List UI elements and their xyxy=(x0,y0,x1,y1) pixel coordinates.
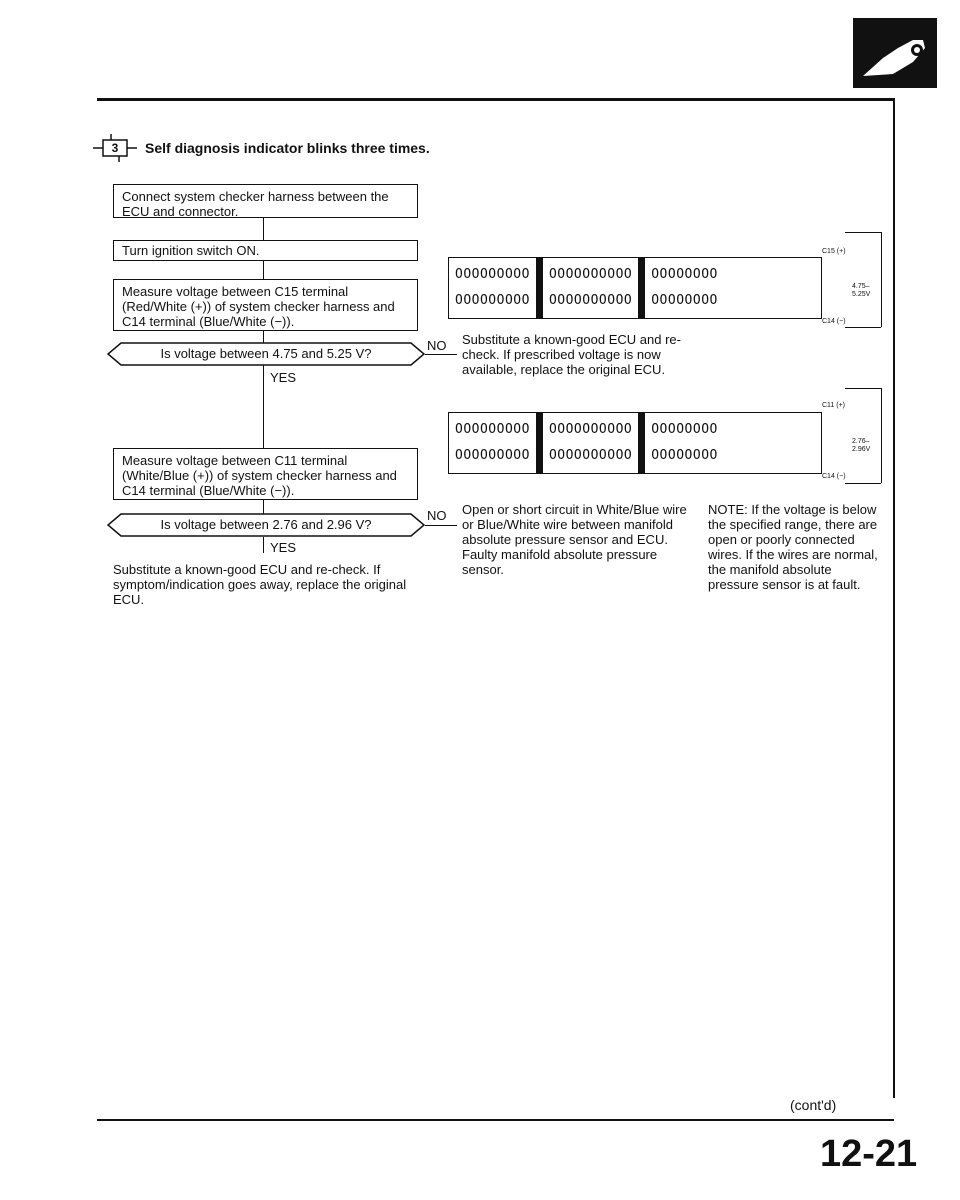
connector-1-row: OOOOOOOOO xyxy=(455,293,530,308)
probe-line xyxy=(881,232,882,327)
connector-1-row: OOOOOOOOO xyxy=(455,267,530,282)
result-substitute-ecu: Substitute a known-good ECU and re-check. If prescribed voltage is now available, replace the original ECU. xyxy=(462,332,681,377)
note: NOTE: If the voltage is below the specified range, there are open or poorly connected wires. If the wires are normal, the manifold absolute pressure sensor is at fault. xyxy=(708,502,878,592)
probe-line xyxy=(845,232,881,233)
bottom-rule xyxy=(97,1119,894,1121)
probe-line xyxy=(845,327,881,328)
connector-2-row: OOOOOOOOOO xyxy=(548,448,633,463)
decision-2-no-line xyxy=(425,525,457,526)
result-open-short: Open or short circuit in White/Blue wire or Blue/White wire between manifold absolute pressure sensor and ECU. Faulty manifold absolute pressure sensor. xyxy=(462,502,687,577)
decision-2-yes: YES xyxy=(270,540,297,555)
connector-1-row: OOOOOOOO xyxy=(651,267,718,282)
step-measure-c11: Measure voltage between C11 terminal (White/Blue (+)) of system checker harness and C14 terminal (Blue/White (−)). xyxy=(113,448,418,500)
decision-1-text: Is voltage between 4.75 and 5.25 V? xyxy=(160,346,372,361)
connector-1-row: OOOOOOOOOO xyxy=(548,267,633,282)
step-connect-harness: Connect system checker harness between the ECU and connector. xyxy=(113,184,418,218)
connector-2-row: OOOOOOOOO xyxy=(455,448,530,463)
decision-2-yes-line xyxy=(263,537,264,553)
probe-line xyxy=(881,388,882,483)
decision-1 xyxy=(107,342,425,366)
connector-1-bottom-label: C14 (−) xyxy=(822,318,846,325)
probe-line xyxy=(845,483,881,484)
decision-2-text: Is voltage between 2.76 and 2.96 V? xyxy=(160,517,372,532)
decision-1-no-line xyxy=(425,354,457,355)
page-title: Self diagnosis indicator blinks three times. xyxy=(145,140,430,156)
connector-2-bottom-label: C14 (−) xyxy=(822,473,846,480)
connector-2-row: OOOOOOOO xyxy=(651,448,718,463)
connector-1-row: OOOOOOOO xyxy=(651,293,718,308)
connector-2-row: OOOOOOOO xyxy=(651,422,718,437)
top-rule xyxy=(97,98,894,101)
logo xyxy=(853,18,937,88)
connector-2-row: OOOOOOOOOO xyxy=(548,422,633,437)
car-engine-icon xyxy=(853,18,937,88)
connector-1-row: OOOOOOOOOO xyxy=(548,293,633,308)
step-ignition-on: Turn ignition switch ON. xyxy=(113,240,418,261)
decision-2 xyxy=(107,513,425,537)
step-number: 3 xyxy=(111,141,119,155)
page-number: 12-21 xyxy=(820,1133,918,1175)
step-measure-c15: Measure voltage between C15 terminal (Red/White (+)) of system checker harness and C14 terminal (Blue/White (−)). xyxy=(113,279,418,331)
connector-2 xyxy=(448,412,822,474)
connector-2-voltage: 2.76–2.96V xyxy=(852,438,871,453)
contd-label: (cont'd) xyxy=(790,1097,837,1113)
probe-line xyxy=(845,388,881,389)
decision-2-no: NO xyxy=(427,508,447,523)
step-badge xyxy=(93,132,137,164)
result-replace-ecu: Substitute a known-good ECU and re-check. If symptom/indication goes away, replace the original ECU. xyxy=(113,562,407,607)
connector-1 xyxy=(448,257,822,319)
decision-1-no: NO xyxy=(427,338,447,353)
connector-1-voltage: 4.75–5.25V xyxy=(852,283,871,298)
decision-1-yes: YES xyxy=(270,370,297,385)
right-rule xyxy=(893,98,895,1098)
connector-2-top-label: C11 (+) xyxy=(822,402,846,409)
connector-2-row: OOOOOOOOO xyxy=(455,422,530,437)
connector-1-top-label: C15 (+) xyxy=(822,248,846,255)
